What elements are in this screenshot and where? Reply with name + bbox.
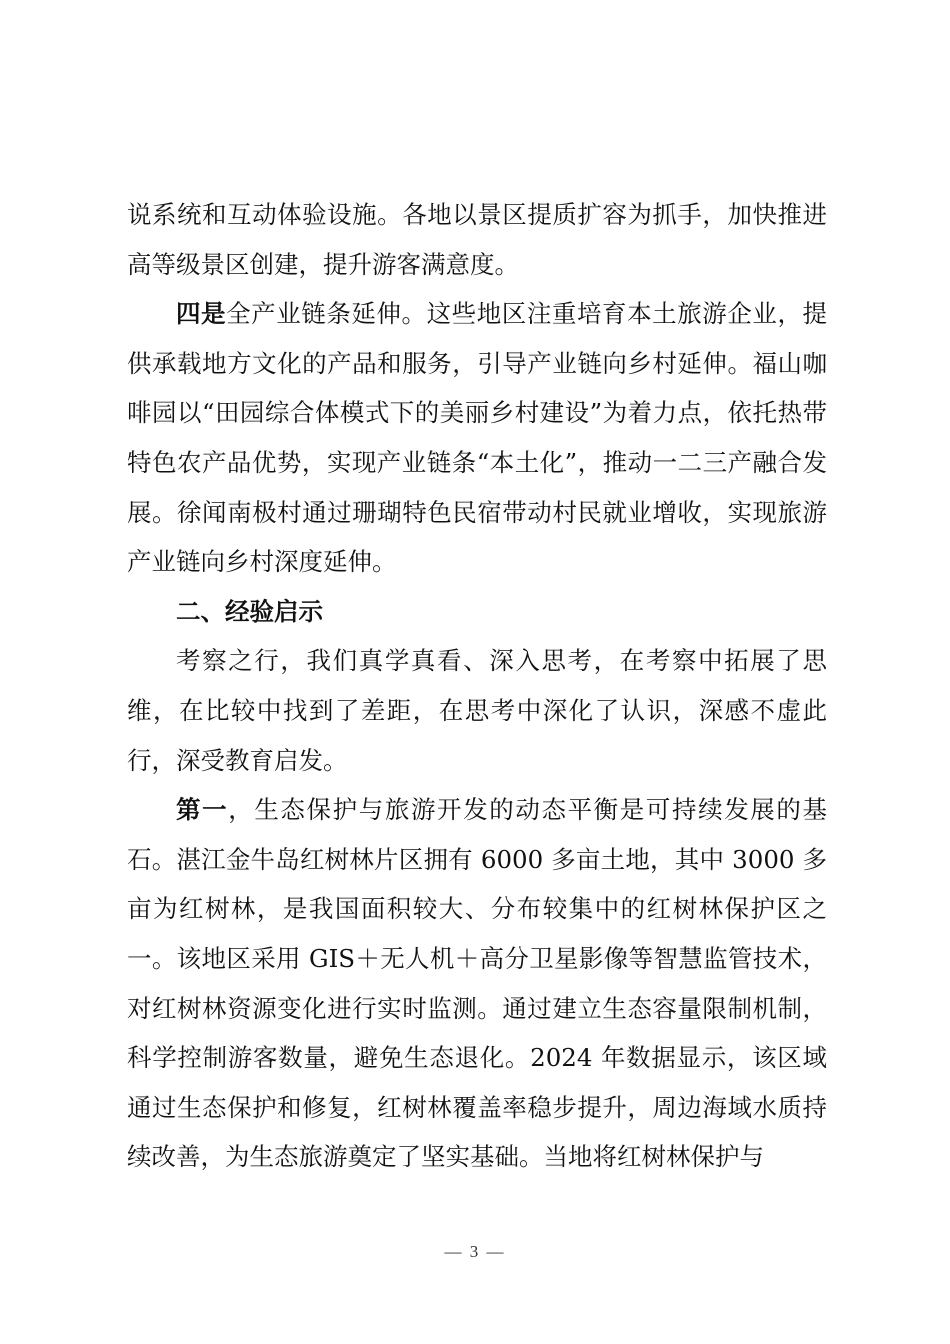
paragraph-text: ，生态保护与旅游开发的动态平衡是可持续发展的基石。湛江金牛岛红树林片区拥有 6000 多亩土地，其中 3000 多亩为红树林，是我国面积较大、分布较集中的红树林保护区之一。该地区采用 GIS＋无人机＋高分卫星影像等智慧监管技术，对红树林资源变化进行实时监测。通过建立生态容量限制机制，科学控制游客数量，避免生态退化。2024 年数据显示，该区域通过生态保护和修复，红树林覆盖率稳步提升，周边海域水质持续改善，为生态旅游奠定了坚实基础。当地将红树林保护与 [127, 795, 828, 1172]
paragraph-industry-chain [127, 289, 827, 587]
page-number: — 3 — [444, 1242, 506, 1261]
section-heading: 二、经验启示 [176, 596, 323, 626]
document-body [127, 190, 827, 1182]
paragraph-lead: 四是 [176, 299, 227, 329]
paragraph-text: 考察之行，我们真学真看、深入思考，在考察中拓展了思维，在比较中找到了差距，在思考中深化了认识，深感不虚此行，深受教育启发。 [127, 646, 827, 775]
paragraph-text: 全产业链条延伸。这些地区注重培育本土旅游企业，提供承载地方文化的产品和服务，引导产业链向乡村延伸。福山咖啡园以“田园综合体模式下的美丽乡村建设”为着力点，依托热带特色农产品优势，实现产业链条“本土化”，推动一二三产融合发展。徐闻南极村通过珊瑚特色民宿带动村民就业增收，实现旅游产业链向乡村深度延伸。 [127, 299, 828, 577]
paragraph-inspection-summary [127, 636, 827, 785]
paragraph-text: 说系统和互动体验设施。各地以景区提质扩容为抓手，加快推进高等级景区创建，提升游客满意度。 [127, 200, 827, 279]
paragraph-lead: 第一 [176, 795, 229, 825]
paragraph-ecology-balance [127, 785, 827, 1182]
paragraph-scenic-upgrade [127, 190, 827, 289]
